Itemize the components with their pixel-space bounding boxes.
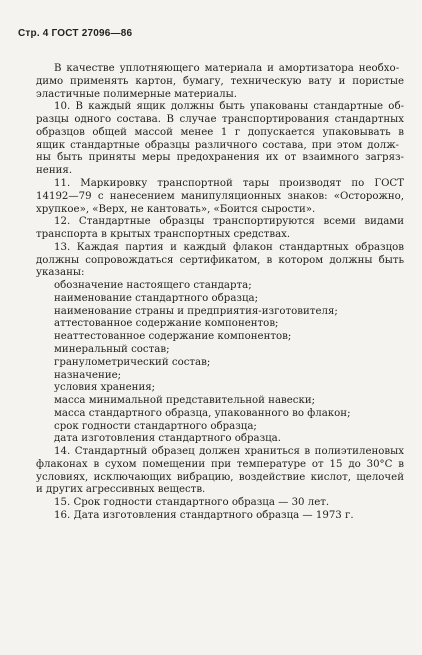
text-line: и других агрессивных веществ. bbox=[36, 484, 206, 495]
text-line: нения. bbox=[36, 165, 73, 176]
text-line: минеральный состав; bbox=[54, 344, 170, 355]
text-line: транспорта в крытых транспортных средствах. bbox=[36, 229, 291, 240]
text-line: 14192—79 с нанесением манипуляционных знаков: «Осторожно, bbox=[36, 191, 405, 202]
text-line: срок годности стандартного образца; bbox=[54, 421, 257, 432]
text-line: дата изготовления стандартного образца. bbox=[54, 433, 281, 444]
text-line: должны сопровождаться сертификатом, в котором должны быть bbox=[36, 255, 405, 266]
text-line: 16. Дата изготовления стандартного образца — 1973 г. bbox=[54, 510, 354, 521]
text-line: 13. Каждая партия и каждый флакон стандартных образцов bbox=[54, 242, 405, 253]
text-line: флаконах в сухом помещении при температуре от 15 до 30°C в bbox=[36, 459, 405, 470]
page-header: Стр. 4 ГОСТ 27096—86 bbox=[18, 28, 133, 39]
text-line: условиях, исключающих вибрацию, воздействие кислот, щелочей bbox=[36, 472, 404, 483]
text-line: В качестве уплотняющего материала и амортизатора необхо- bbox=[54, 63, 400, 74]
text-line: димо применять картон, бумагу, техническую вату и пористые bbox=[36, 76, 405, 87]
text-line: 10. В каждый ящик должны быть упакованы стандартные об- bbox=[54, 101, 405, 112]
text-line: эластичные полимерные материалы. bbox=[36, 89, 237, 100]
text-line: масса стандартного образца, упакованного во флакон; bbox=[54, 408, 351, 419]
text-line: гранулометрический состав; bbox=[54, 357, 211, 368]
text-line: ны быть приняты меры предохранения их от взаимного загряз- bbox=[36, 152, 404, 163]
text-line: аттестованное содержание компонентов; bbox=[54, 318, 279, 329]
text-line: наименование страны и предприятия-изготовителя; bbox=[54, 306, 338, 317]
text-line: разцы одного состава. В случае транспортирования стандартных bbox=[36, 114, 404, 125]
text-line: масса минимальной представительной навески; bbox=[54, 395, 316, 406]
text-line: неаттестованное содержание компонентов; bbox=[54, 331, 292, 342]
text-line: ящик стандартные образцы различного состава, при этом долж- bbox=[36, 140, 400, 151]
text-line: наименование стандартного образца; bbox=[54, 293, 259, 304]
text-line: 11. Маркировку транспортной тары производят по ГОСТ bbox=[54, 178, 405, 189]
text-line: хрупкое», «Верх, не кантовать», «Боится сырости». bbox=[36, 204, 316, 215]
text-line: образцов общей массой менее 1 г допускается упаковывать в bbox=[36, 127, 405, 138]
text-line: 15. Срок годности стандартного образца — 30 лет. bbox=[54, 497, 330, 508]
text-line: обозначение настоящего стандарта; bbox=[54, 280, 252, 291]
text-line: указаны: bbox=[36, 267, 85, 278]
text-line: назначение; bbox=[54, 370, 122, 381]
text-line: 14. Стандартный образец должен храниться в полиэтиленовых bbox=[54, 446, 404, 457]
text-line: 12. Стандартные образцы транспортируются всеми видами bbox=[54, 216, 405, 227]
text-line: условия хранения; bbox=[54, 382, 156, 393]
